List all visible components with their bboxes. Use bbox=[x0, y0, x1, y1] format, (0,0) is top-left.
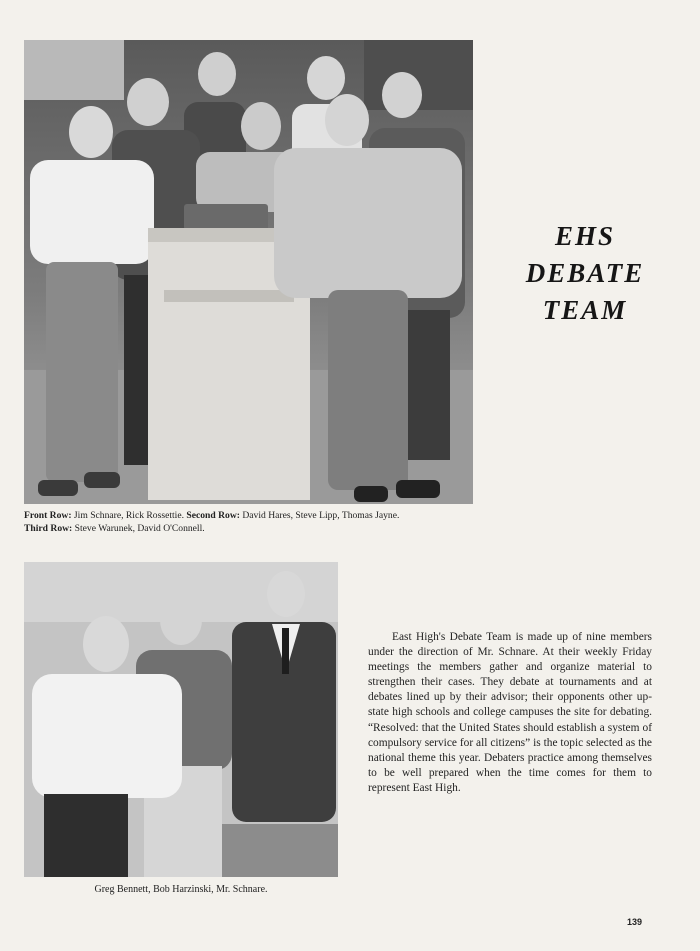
page-number: 139 bbox=[627, 917, 643, 927]
article-paragraph: East High's Debate Team is made up of nine members under the direction of Mr. Schnare. At their weekly Friday meetings the members gather and organize material to strengthen their cases. They debate at tournaments and at debates lined up by their advisor; their opponents other up-state high schools and college campuses the site for debating. “Resolved: that the United States should establish a system of compulsory service for all citizens” is the topic selected as the national theme this year. Debaters practice among themselves to be well prepared when the time comes for them to represent East High. bbox=[368, 631, 652, 794]
caption-third-row-label: Third Row: bbox=[24, 523, 73, 534]
advisor-photo-caption: Greg Bennett, Bob Harzinski, Mr. Schnare. bbox=[94, 884, 268, 895]
title-line-1: EHS bbox=[554, 221, 616, 251]
caption-front-row-label: Front Row: bbox=[24, 510, 72, 521]
page-title bbox=[510, 218, 660, 329]
caption-second-row-label: Second Row: bbox=[186, 510, 240, 521]
caption-second-row-names: David Hares, Steve Lipp, Thomas Jayne. bbox=[239, 510, 400, 521]
caption-front-row-names: Jim Schnare, Rick Rossettie. bbox=[71, 510, 184, 521]
caption-third-row-names: Steve Warunek, David O'Connell. bbox=[72, 523, 205, 534]
group-photo-caption bbox=[24, 509, 484, 535]
team-group-photo bbox=[24, 40, 473, 504]
title-line-2: DEBATE bbox=[525, 258, 645, 288]
title-line-3: TEAM bbox=[542, 295, 628, 325]
advisor-photo bbox=[24, 562, 338, 877]
